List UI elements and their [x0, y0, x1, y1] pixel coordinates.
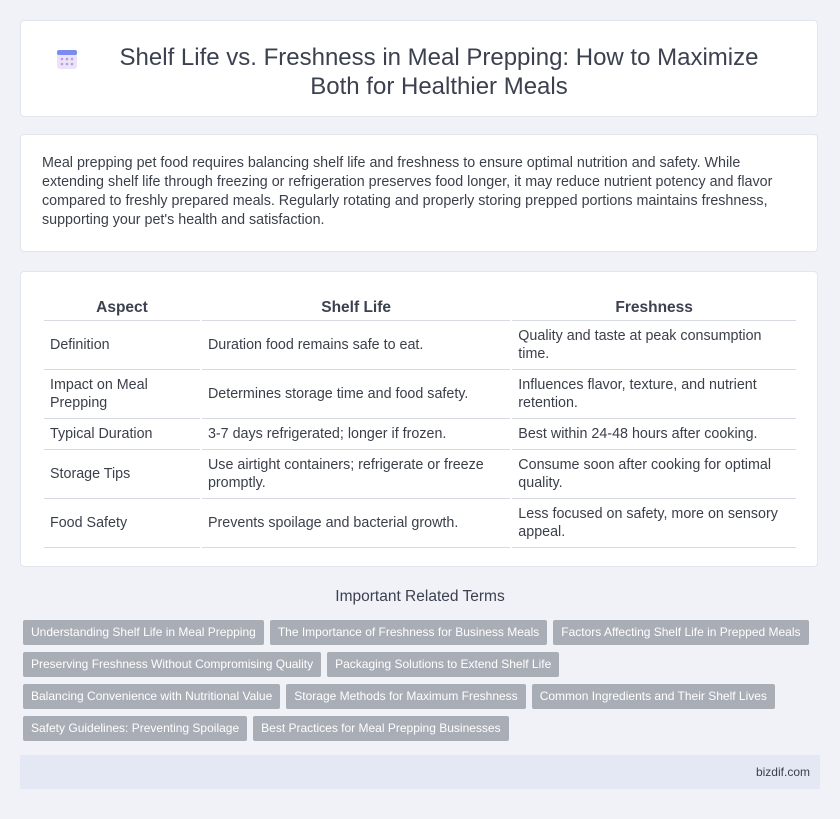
related-term-tag[interactable]: Common Ingredients and Their Shelf Lives — [532, 684, 775, 709]
table-row — [44, 419, 796, 450]
table-row — [44, 499, 796, 548]
related-term-tag[interactable]: Safety Guidelines: Preventing Spoilage — [23, 716, 247, 741]
related-term-tag[interactable]: Factors Affecting Shelf Life in Prepped Meals — [553, 620, 808, 645]
related-terms-heading: Important Related Terms — [335, 588, 505, 605]
related-term-tag[interactable]: Balancing Convenience with Nutritional Value — [23, 684, 280, 709]
title-card — [20, 20, 818, 117]
page-title: Shelf Life vs. Freshness in Meal Prepping: How to Maximize Both for Healthier Meals — [119, 44, 759, 100]
related-term-tag[interactable]: Packaging Solutions to Extend Shelf Life — [327, 652, 559, 677]
footer-site-link[interactable]: bizdif.com — [755, 765, 810, 779]
table-header-row — [44, 296, 796, 321]
related-term-tag[interactable]: The Importance of Freshness for Business Meals — [270, 620, 547, 645]
table-cell: Consume soon after cooking for optimal quality. — [512, 450, 796, 499]
table-cell: Typical Duration — [44, 419, 200, 450]
comparison-card — [20, 271, 818, 567]
table-cell: Best within 24-48 hours after cooking. — [512, 419, 796, 450]
table-row — [44, 370, 796, 419]
comparison-table — [42, 296, 798, 548]
table-cell: Quality and taste at peak consumption time. — [512, 321, 796, 370]
column-header-freshness: Freshness — [512, 296, 796, 321]
table-cell: 3-7 days refrigerated; longer if frozen. — [202, 419, 510, 450]
table-cell: Food Safety — [44, 499, 200, 548]
related-term-tag[interactable]: Understanding Shelf Life in Meal Prepping — [23, 620, 264, 645]
table-cell: Determines storage time and food safety. — [202, 370, 510, 419]
table-cell: Less focused on safety, more on sensory appeal. — [512, 499, 796, 548]
related-term-tag[interactable]: Storage Methods for Maximum Freshness — [286, 684, 525, 709]
intro-paragraph: Meal prepping pet food requires balancing shelf life and freshness to ensure optimal nutrition and safety. While extending shelf life through freezing or refrigeration preserves food longer, it may reduce nutrient potency and flavor compared to freshly prepared meals. Regularly rotating and properly storing prepped portions maintains freshness, supporting your pet's health and satisfaction. — [42, 155, 773, 228]
table-row — [44, 321, 796, 370]
related-terms-list — [23, 620, 823, 748]
footer — [20, 755, 820, 789]
table-cell: Definition — [44, 321, 200, 370]
related-term-tag[interactable]: Best Practices for Meal Prepping Businesses — [253, 716, 508, 741]
table-row — [44, 450, 796, 499]
intro-card — [20, 134, 818, 252]
table-cell: Impact on Meal Prepping — [44, 370, 200, 419]
related-term-tag[interactable]: Preserving Freshness Without Compromising Quality — [23, 652, 321, 677]
table-cell: Use airtight containers; refrigerate or freeze promptly. — [202, 450, 510, 499]
table-cell: Duration food remains safe to eat. — [202, 321, 510, 370]
table-cell: Influences flavor, texture, and nutrient retention. — [512, 370, 796, 419]
table-cell: Storage Tips — [44, 450, 200, 499]
table-cell: Prevents spoilage and bacterial growth. — [202, 499, 510, 548]
column-header-aspect: Aspect — [44, 296, 200, 321]
column-header-shelf-life: Shelf Life — [202, 296, 510, 321]
